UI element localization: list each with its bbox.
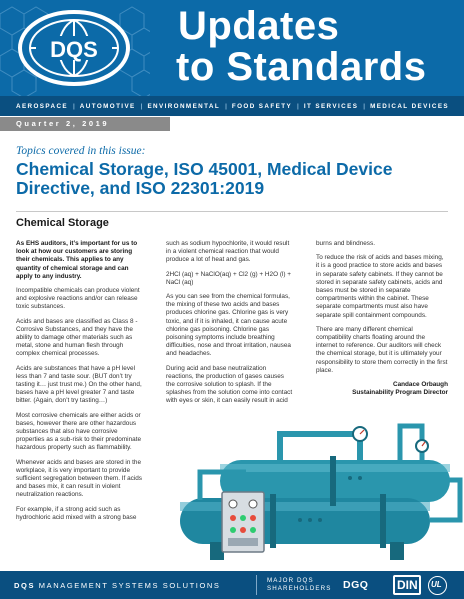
nav-separator: | bbox=[140, 102, 143, 110]
page-title-line1: Updates bbox=[178, 4, 340, 48]
article-paragraph: During acid and base neutralization reactions, the production of gases causes the corrosive solution to splash. If the splashes from the solution come into contact with eyes or skin, it can easily result in acid bbox=[166, 364, 293, 405]
chemical-equation: 2HCl (aq) + NaClO(aq) + Cl2 (g) + H2O (l) + NaCl (aq) bbox=[166, 270, 292, 286]
article-paragraph: burns and blindness. bbox=[316, 240, 375, 247]
article-paragraph: Acids and bases are classified as Class 8 - Corrosive Substances, and they have the ability to damage other materials such as metal, stone and human flesh through complex chemical processes. bbox=[16, 317, 138, 358]
header-banner bbox=[0, 0, 464, 96]
nav-item-medical-devices[interactable]: MEDICAL DEVICES bbox=[370, 102, 450, 110]
nav-separator: | bbox=[363, 102, 366, 110]
article-paragraph: such as sodium hypochlorite, it would result in a violent chemical reaction that would produce a lot of heat and gas. bbox=[166, 240, 290, 264]
logo-text: DQS bbox=[50, 37, 98, 62]
ul-logo-text: UL bbox=[431, 580, 442, 589]
article-paragraph: Whenever acids and bases are stored in the workplace, it is very important to provide sufficient segregation between them. If acids and bases mix, it can result in violent neutralization reactions. bbox=[16, 458, 142, 499]
page-title-line2: to Standards bbox=[176, 45, 427, 89]
article-paragraph: As you can see from the chemical formulas, the mixing of these two acids and bases produces chlorine gas. Chlorine gas is very toxic, and if it is inhaled, it can cause acute chlorine gas poisoning. Chlorine gas poisoning symptoms include breathing difficulties, nose and throat irritation, nausea and headaches. bbox=[166, 293, 291, 358]
nav-separator: | bbox=[73, 102, 75, 110]
author-name: Candace Orbaugh bbox=[392, 381, 448, 389]
footer-shareholders-label: MAJOR DQS SHAREHOLDERS bbox=[267, 577, 332, 592]
topics-label: Topics covered in this issue: bbox=[16, 145, 146, 157]
chemical-machinery-illustration bbox=[160, 420, 464, 568]
din-logo-text: DIN bbox=[397, 578, 418, 592]
industry-nav bbox=[0, 96, 464, 116]
footer-bar bbox=[0, 571, 464, 599]
nav-item-food-safety[interactable]: FOOD SAFETY bbox=[231, 102, 293, 110]
article-column-3 bbox=[316, 240, 448, 397]
issue-quarter: Quarter 2, 2019 bbox=[16, 119, 110, 128]
article-paragraph: Incompatible chemicals can produce violent and explosive reactions and/or can release toxic substances. bbox=[16, 287, 140, 311]
author-title: Sustainability Program Director bbox=[352, 389, 448, 397]
nav-separator: | bbox=[225, 102, 227, 110]
article-lead: As EHS auditors, it’s important for us to look at how our customers are storing their chemicals. This applies to any quantity of chemical storage and can apply to any industry. bbox=[16, 240, 138, 280]
article-paragraph: For example, if a strong acid such as hydrochloric acid mixed with a strong base bbox=[16, 505, 137, 521]
footer-brand bbox=[14, 581, 221, 590]
article-paragraph: There are many different chemical compatibility charts floating around the internet to reference. Our auditors will check the chemical storage, but it is ultimately your responsibility to store them correctly in the first place. bbox=[316, 325, 448, 374]
nav-item-environmental[interactable]: ENVIRONMENTAL bbox=[147, 102, 221, 110]
ul-logo bbox=[428, 576, 447, 595]
article-column-2 bbox=[166, 240, 294, 412]
article-column-1 bbox=[16, 240, 142, 528]
footer-brand-bold: DQS bbox=[14, 581, 36, 590]
nav-item-automotive[interactable]: AUTOMOTIVE bbox=[79, 102, 136, 110]
nav-item-it-services[interactable]: IT SERVICES bbox=[303, 102, 359, 110]
section-divider bbox=[16, 211, 448, 212]
article-paragraph: Most corrosive chemicals are either acids or bases, however there are other hazardous substances that also have corrosive properties as a sub-risk to their predominate hazardous property such as flammability. bbox=[16, 411, 142, 452]
nav-separator: | bbox=[297, 102, 299, 110]
footer-divider bbox=[256, 575, 257, 595]
footer-brand-rest: MANAGEMENT SYSTEMS SOLUTIONS bbox=[35, 581, 221, 590]
section-title: Chemical Storage bbox=[16, 217, 109, 229]
topics-title: Chemical Storage, ISO 45001, Medical Device Directive, and ISO 22301:2019 bbox=[16, 159, 393, 198]
din-logo bbox=[393, 575, 421, 595]
issue-quarter-bar bbox=[0, 117, 170, 131]
nav-item-aerospace[interactable]: AEROSPACE bbox=[16, 102, 69, 110]
article-paragraph: To reduce the risk of acids and bases mixing, it is a good practice to store acids and bases in separate safety cabinets. If they cannot be stored in separate safety cabinets, acids and bases must be stored in separate compartments within the cabinet. These separate compartments must also have separate spill containment compounds. bbox=[316, 254, 444, 319]
dgq-logo: DGQ bbox=[343, 579, 369, 591]
article-paragraph: Acids are substances that have a pH level less than 7 and taste sour. (BUT don’t try tasting it… just trust me.) On the other hand, bases have a pH level greater 7 and taste bitter. (Again, don’t try tasting…) bbox=[16, 364, 142, 405]
dqs-logo bbox=[14, 9, 134, 87]
